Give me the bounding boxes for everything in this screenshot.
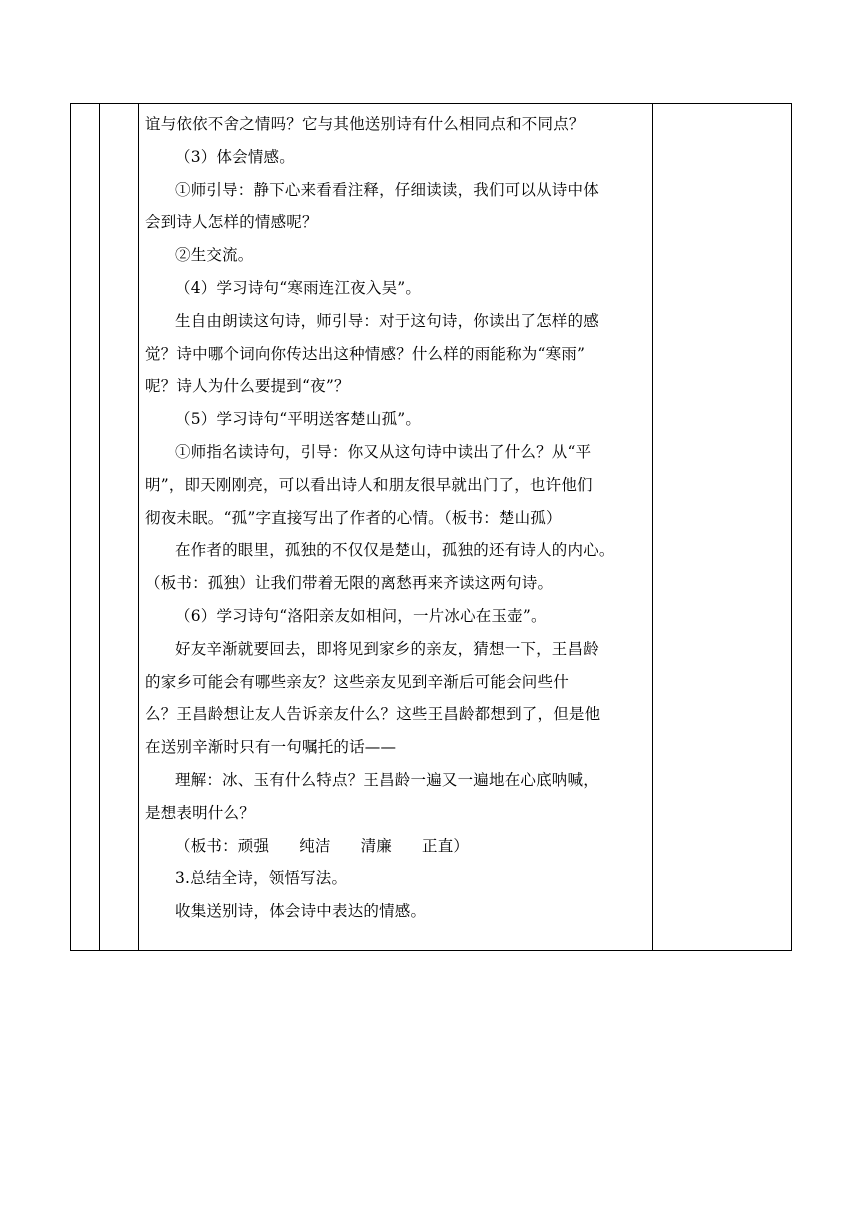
section-heading: 3.总结全诗，领悟写法。 xyxy=(175,869,348,888)
text-line: ①师引导：静下心来看看注释，仔细读读，我们可以从诗中体 xyxy=(175,180,599,199)
section-heading: （5）学习诗句“平明送客楚山孤”。 xyxy=(175,410,422,429)
text-line: 好友辛渐就要回去，即将见到家乡的亲友，猜想一下，王昌龄 xyxy=(175,639,599,658)
board-note-prefix: （板书：顽强 xyxy=(175,836,270,855)
text-line: 明”，即天刚刚亮，可以看出诗人和朋友很早就出门了，也许他们 xyxy=(145,475,593,494)
step-cell xyxy=(100,104,139,951)
notes-cell xyxy=(653,104,792,951)
board-notes-line xyxy=(145,830,646,863)
text-line: 在作者的眼里，孤独的不仅仅是楚山，孤独的还有诗人的内心。 xyxy=(175,541,615,560)
text-line: 谊与依依不舍之情吗？它与其他送别诗有什么相同点和不同点？ xyxy=(145,115,585,133)
table-row xyxy=(71,104,792,951)
text-line: 收集送别诗，体会诗中表达的情感。 xyxy=(175,902,427,921)
board-note-word: 纯洁 xyxy=(299,836,331,855)
text-line: 是想表明什么？ xyxy=(145,803,255,822)
section-heading: （3）体会情感。 xyxy=(175,147,295,166)
lesson-plan-table xyxy=(70,103,792,951)
board-note-suffix: 正直） xyxy=(422,836,470,855)
teaching-content-cell xyxy=(139,104,653,951)
text-line: ②生交流。 xyxy=(175,246,254,265)
text-line: ①师指名读诗句，引导：你又从这句诗中读出了什么？从“平 xyxy=(175,442,592,461)
text-line: 在送别辛渐时只有一句嘱托的话—— xyxy=(145,738,397,757)
section-heading: （6）学习诗句“洛阳亲友如相问，一片冰心在玉壶”。 xyxy=(175,606,547,625)
text-line: 理解：冰、玉有什么特点？王昌龄一遍又一遍地在心底呐喊， xyxy=(175,770,599,789)
text-line: （板书：孤独）让我们带着无限的离愁再来齐读这两句诗。 xyxy=(145,574,554,593)
text-line: 的家乡可能会有哪些亲友？这些亲友见到辛渐后可能会问些什 xyxy=(145,672,569,691)
board-note-word: 清廉 xyxy=(360,836,393,855)
text-line: 么？王昌龄想让友人告诉亲友什么？这些王昌龄都想到了，但是他 xyxy=(145,705,601,724)
text-line: 会到诗人怎样的情感呢？ xyxy=(145,213,318,232)
text-line: 生自由朗读这句诗，师引导：对于这句诗，你读出了怎样的感 xyxy=(175,311,599,330)
text-line: 呢？诗人为什么要提到“夜”？ xyxy=(145,377,350,396)
left-margin-cell xyxy=(71,104,100,951)
text-line: 彻夜未眠。“孤”字直接写出了作者的心情。（板书：楚山孤） xyxy=(145,508,562,527)
text-line: 觉？诗中哪个词向你传达出这种情感？什么样的雨能称为“寒雨” xyxy=(145,344,586,363)
section-heading: （4）学习诗句“寒雨连江夜入吴”。 xyxy=(175,278,422,297)
